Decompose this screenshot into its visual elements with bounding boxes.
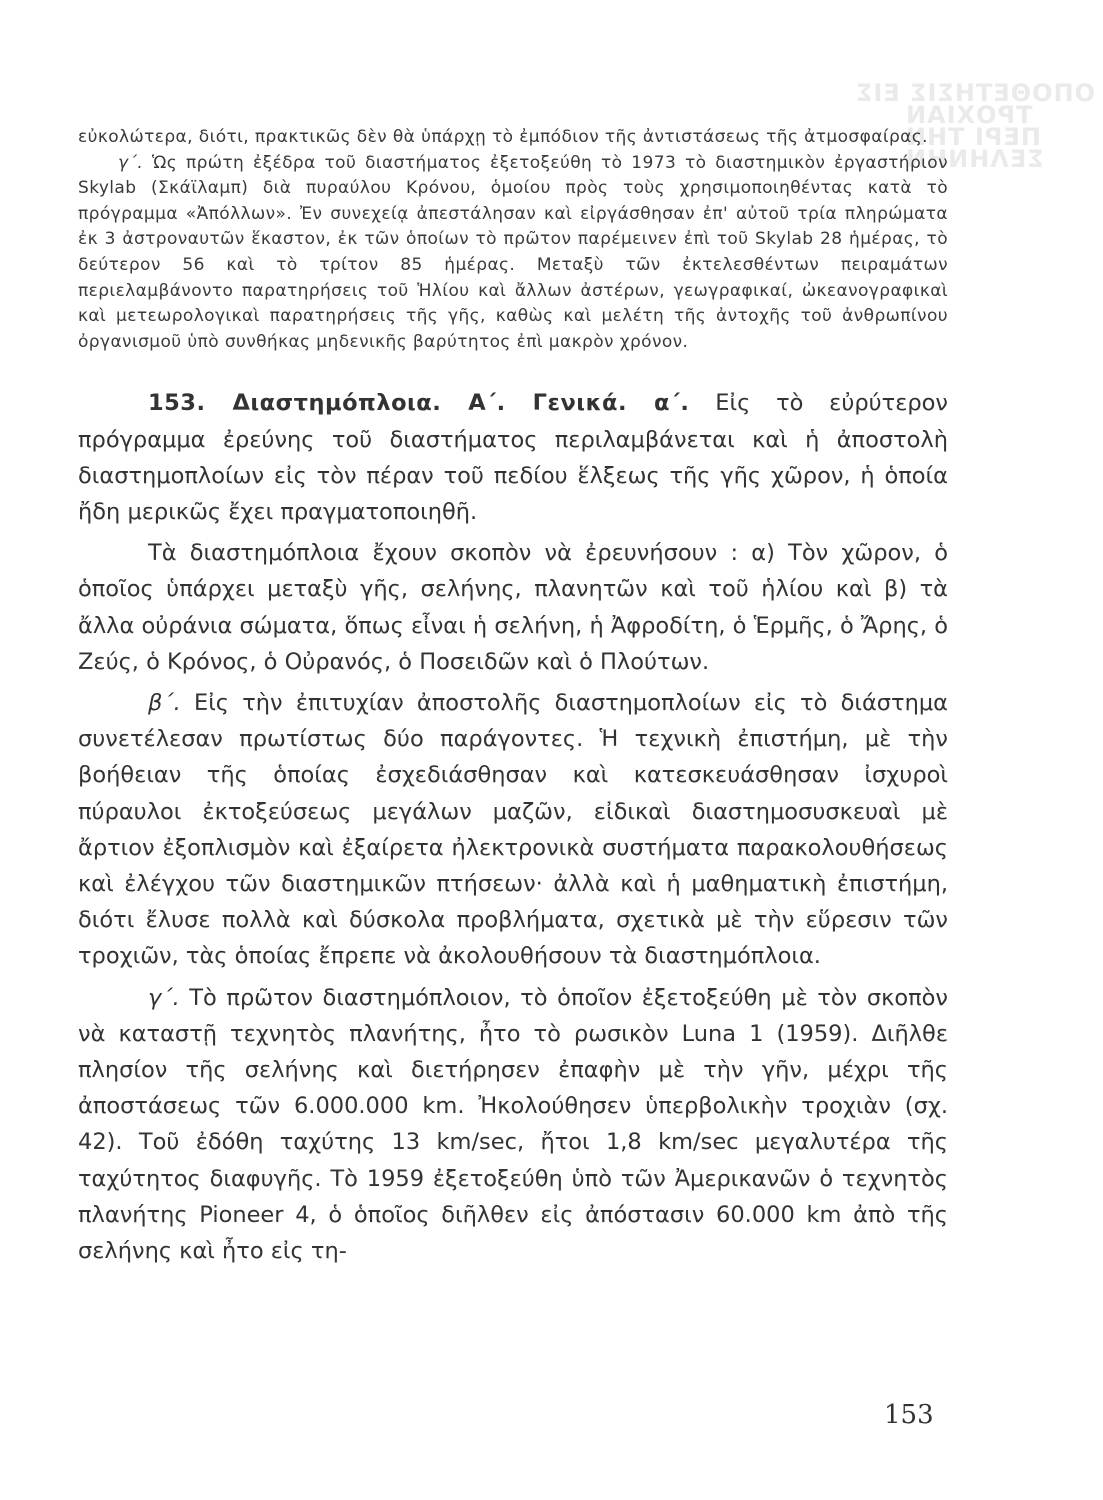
paragraph-first-spacecraft xyxy=(78,980,948,1270)
bleed-through-line: ΟΠΟΘΕΤΗΣΙΣ ΕΙΣ xyxy=(855,79,1095,107)
page-body xyxy=(78,125,948,1269)
paragraph-text: Εἰς τὸ εὐρύτερον πρόγραμμα ἐρεύνης τοῦ διαστήματος περιλαμβάνεται καὶ ἡ ἀποστολὴ διαστημοπλοίων εἰς τὸν πέραν τοῦ πεδίου ἕλξεως τῆς γῆς χῶρον, ἡ ὁποία ἤδη μερικῶς ἔχει πραγματοποιηθῆ. xyxy=(78,390,948,525)
section-intro xyxy=(78,385,948,530)
paragraph-factors xyxy=(78,685,948,975)
item-label: β΄. xyxy=(148,689,181,716)
page-number: 153 xyxy=(884,1400,934,1430)
section-heading: 153. Διαστημόπλοια. Α΄. Γενικά. α΄. xyxy=(148,390,690,417)
bleed-through-line: ΤΡΟΧΙΑΝ xyxy=(905,101,1033,129)
paragraph-continuation: εὐκολώτερα, διότι, πρακτικῶς δὲν θὰ ὑπάρχῃ τὸ ἐμπόδιον τῆς ἀντιστάσεως τῆς ἀτμοσφαίρας. xyxy=(78,127,928,147)
small-print-block xyxy=(78,125,948,355)
item-label: γ΄. xyxy=(148,984,180,1011)
paragraph-text: Τὸ πρῶτον διαστημόπλοιον, τὸ ὁποῖον ἐξετοξεύθη μὲ τὸν σκοπὸν νὰ καταστῇ τεχνητὸς πλανήτης, ἦτο τὸ ρωσικὸν Luna 1 (1959). Διῆλθε πλησίον τῆς σελήνης καὶ διετήρησεν ἐπαφὴν μὲ τὴν γῆν, μέχρι τῆς ἀποστάσεως τῶν 6.000.000 km. Ἠκολούθησεν ὑπερβολικὴν τροχιὰν (σχ. 42). Τοῦ ἐδόθη ταχύτης 13 km/sec, ἤτοι 1,8 km/sec μεγαλυτέρα τῆς ταχύτητος διαφυγῆς. Τὸ 1959 ἐξετοξεύθη ὑπὸ τῶν Ἀμερικανῶν ὁ τεχνητὸς πλανήτης Pioneer 4, ὁ ὁποῖος διῆλθεν εἰς ἀπόστασιν 60.000 km ἀπὸ τῆς σελήνης καὶ ἦτο εἰς τη- xyxy=(78,984,948,1265)
paragraph-text: Εἰς τὴν ἐπιτυχίαν ἀποστολῆς διαστημοπλοίων εἰς τὸ διάστημα συνετέλεσαν πρωτίστως δύο παράγοντες. Ἡ τεχνικὴ ἐπιστήμη, μὲ τὴν βοήθειαν τῆς ὁποίας ἐσχεδιάσθησαν καὶ κατεσκευάσθησαν ἰσχυροὶ πύραυλοι ἐκτοξεύσεως μεγάλων μαζῶν, εἰδικαὶ διαστημοσυσκευαὶ μὲ ἄρτιον ἐξοπλισμὸν καὶ ἐξαίρετα ἠλεκτρονικὰ συστήματα παρακολουθήσεως καὶ ἐλέγχου τῶν διαστημικῶν πτήσεων· ἀλλὰ καὶ ἡ μαθηματικὴ ἐπιστήμη, διότι ἔλυσε πολλὰ καὶ δύσκολα προβλήματα, σχετικὰ μὲ τὴν εὕρεσιν τῶν τροχιῶν, τὰς ὁποίας ἔπρεπε νὰ ἀκολουθήσουν τὰ διαστημόπλοια. xyxy=(78,689,948,970)
paragraph-text: Ὡς πρώτη ἐξέδρα τοῦ διαστήματος ἐξετοξεύθη τὸ 1973 τὸ διαστημικὸν ἐργαστήριον Skylab (Σκάϊλαμπ) διὰ πυραύλου Κρόνου, ὁμοίου πρὸς τοὺς χρησιμοποιηθέντας κατὰ τὸ πρόγραμμα «Ἀπόλλων». Ἐν συνεχείᾳ ἀπεστάλησαν καὶ εἰργάσθησαν ἐπ' αὐτοῦ τρία πληρώματα ἐκ 3 ἀστροναυτῶν ἕκαστον, ἐκ τῶν ὁποίων τὸ πρῶτον παρέμεινεν ἐπὶ τοῦ Skylab 28 ἡμέρας, τὸ δεύτερον 56 καὶ τὸ τρίτον 85 ἡμέρας. Μεταξὺ τῶν ἐκτελεσθέντων πειραμάτων περιελαμβάνοντο παρατηρήσεις τοῦ Ἡλίου καὶ ἄλλων ἀστέρων, γεωγραφικαί, ὠκεανογραφικαὶ καὶ μετεωρολογικαὶ παρατηρήσεις τῆς γῆς, καθὼς καὶ μελέτη τῆς ἀντοχῆς τοῦ ἀνθρωπίνου ὀργανισμοῦ ὑπὸ συνθήκας μηδενικῆς βαρύτητος ἐπὶ μακρὸν χρόνον. xyxy=(78,152,948,352)
bleed-through-line: ΠΕΡΙ ΤΗΝ xyxy=(905,123,1041,151)
item-label: γ΄. xyxy=(118,152,144,173)
paragraph-goals: Τὰ διαστημόπλοια ἔχουν σκοπὸν νὰ ἐρευνήσουν : α) Τὸν χῶρον, ὁ ὁποῖος ὑπάρχει μεταξὺ γῆς, σελήνης, πλανητῶν καὶ τοῦ ἡλίου καὶ β) τὰ ἄλλα οὐράνια σώματα, ὅπως εἶναι ἡ σελήνη, ἡ Ἀφροδίτη, ὁ Ἑρμῆς, ὁ Ἄρης, ὁ Ζεύς, ὁ Κρόνος, ὁ Οὐρανός, ὁ Ποσειδῶν καὶ ὁ Πλούτων. xyxy=(78,540,948,675)
bleed-through-line: ΣΕΛΗΝΗΝ xyxy=(905,145,1044,173)
main-text-block xyxy=(78,385,948,1269)
paragraph-skylab xyxy=(78,151,948,356)
